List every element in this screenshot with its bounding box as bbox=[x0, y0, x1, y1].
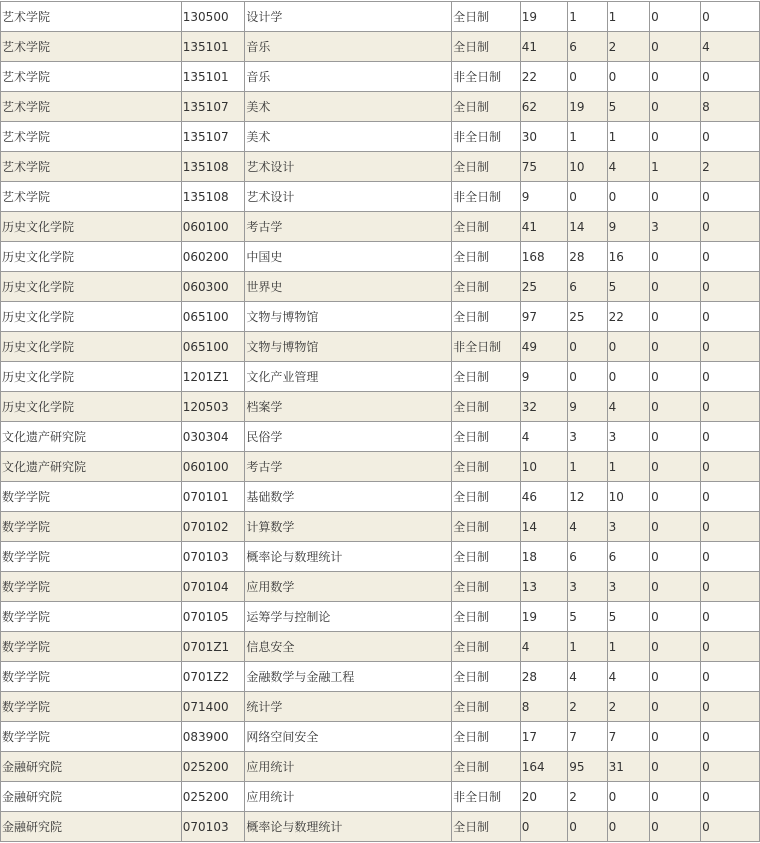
count-3-cell: 22 bbox=[607, 302, 649, 332]
table-row bbox=[1, 572, 760, 602]
count-4-cell: 0 bbox=[650, 542, 701, 572]
count-4-cell: 0 bbox=[650, 422, 701, 452]
count-2-cell: 0 bbox=[568, 62, 607, 92]
count-2-cell: 6 bbox=[568, 272, 607, 302]
major-name-cell: 网络空间安全 bbox=[245, 722, 452, 752]
study-mode-cell: 全日制 bbox=[452, 692, 521, 722]
table-row bbox=[1, 512, 760, 542]
count-2-cell: 12 bbox=[568, 482, 607, 512]
count-5-cell: 0 bbox=[701, 482, 760, 512]
count-3-cell: 1 bbox=[607, 452, 649, 482]
major-name-cell: 计算数学 bbox=[245, 512, 452, 542]
major-name-cell: 概率论与数理统计 bbox=[245, 812, 452, 842]
count-5-cell: 0 bbox=[701, 542, 760, 572]
major-code-cell: 1201Z1 bbox=[181, 362, 245, 392]
count-5-cell: 0 bbox=[701, 512, 760, 542]
college-cell: 数学学院 bbox=[1, 482, 182, 512]
count-2-cell: 25 bbox=[568, 302, 607, 332]
count-2-cell: 0 bbox=[568, 182, 607, 212]
count-1-cell: 14 bbox=[520, 512, 567, 542]
study-mode-cell: 全日制 bbox=[452, 212, 521, 242]
count-5-cell: 0 bbox=[701, 392, 760, 422]
count-1-cell: 164 bbox=[520, 752, 567, 782]
major-code-cell: 070103 bbox=[181, 542, 245, 572]
table-row bbox=[1, 602, 760, 632]
major-code-cell: 060300 bbox=[181, 272, 245, 302]
major-code-cell: 0701Z2 bbox=[181, 662, 245, 692]
table-row bbox=[1, 2, 760, 32]
study-mode-cell: 全日制 bbox=[452, 272, 521, 302]
count-2-cell: 1 bbox=[568, 122, 607, 152]
count-2-cell: 0 bbox=[568, 362, 607, 392]
count-2-cell: 3 bbox=[568, 422, 607, 452]
count-2-cell: 6 bbox=[568, 542, 607, 572]
count-3-cell: 16 bbox=[607, 242, 649, 272]
count-3-cell: 7 bbox=[607, 722, 649, 752]
count-5-cell: 0 bbox=[701, 722, 760, 752]
table-row bbox=[1, 752, 760, 782]
major-code-cell: 130500 bbox=[181, 2, 245, 32]
major-code-cell: 065100 bbox=[181, 332, 245, 362]
study-mode-cell: 全日制 bbox=[452, 362, 521, 392]
count-5-cell: 0 bbox=[701, 362, 760, 392]
count-3-cell: 9 bbox=[607, 212, 649, 242]
major-code-cell: 060100 bbox=[181, 212, 245, 242]
count-1-cell: 13 bbox=[520, 572, 567, 602]
count-3-cell: 0 bbox=[607, 332, 649, 362]
major-name-cell: 金融数学与金融工程 bbox=[245, 662, 452, 692]
college-cell: 艺术学院 bbox=[1, 32, 182, 62]
major-name-cell: 信息安全 bbox=[245, 632, 452, 662]
study-mode-cell: 全日制 bbox=[452, 392, 521, 422]
college-cell: 金融研究院 bbox=[1, 752, 182, 782]
count-4-cell: 0 bbox=[650, 272, 701, 302]
table-row bbox=[1, 362, 760, 392]
count-4-cell: 0 bbox=[650, 62, 701, 92]
major-code-cell: 135108 bbox=[181, 152, 245, 182]
count-5-cell: 8 bbox=[701, 92, 760, 122]
count-1-cell: 22 bbox=[520, 62, 567, 92]
count-3-cell: 2 bbox=[607, 32, 649, 62]
count-4-cell: 0 bbox=[650, 722, 701, 752]
count-4-cell: 0 bbox=[650, 302, 701, 332]
major-code-cell: 025200 bbox=[181, 752, 245, 782]
count-4-cell: 0 bbox=[650, 602, 701, 632]
count-5-cell: 0 bbox=[701, 692, 760, 722]
major-name-cell: 概率论与数理统计 bbox=[245, 542, 452, 572]
count-4-cell: 0 bbox=[650, 512, 701, 542]
count-4-cell: 0 bbox=[650, 572, 701, 602]
count-3-cell: 5 bbox=[607, 272, 649, 302]
college-cell: 历史文化学院 bbox=[1, 302, 182, 332]
college-cell: 金融研究院 bbox=[1, 812, 182, 842]
count-5-cell: 0 bbox=[701, 632, 760, 662]
count-2-cell: 7 bbox=[568, 722, 607, 752]
count-1-cell: 10 bbox=[520, 452, 567, 482]
count-5-cell: 0 bbox=[701, 752, 760, 782]
table-row bbox=[1, 452, 760, 482]
count-4-cell: 0 bbox=[650, 32, 701, 62]
study-mode-cell: 全日制 bbox=[452, 242, 521, 272]
count-2-cell: 95 bbox=[568, 752, 607, 782]
count-3-cell: 31 bbox=[607, 752, 649, 782]
table-row bbox=[1, 812, 760, 842]
college-cell: 文化遗产研究院 bbox=[1, 452, 182, 482]
table-row bbox=[1, 182, 760, 212]
college-cell: 金融研究院 bbox=[1, 782, 182, 812]
major-name-cell: 美术 bbox=[245, 92, 452, 122]
major-code-cell: 070104 bbox=[181, 572, 245, 602]
count-3-cell: 1 bbox=[607, 2, 649, 32]
count-5-cell: 0 bbox=[701, 182, 760, 212]
count-3-cell: 1 bbox=[607, 632, 649, 662]
study-mode-cell: 全日制 bbox=[452, 812, 521, 842]
count-3-cell: 3 bbox=[607, 422, 649, 452]
count-3-cell: 0 bbox=[607, 182, 649, 212]
college-cell: 艺术学院 bbox=[1, 182, 182, 212]
count-2-cell: 1 bbox=[568, 632, 607, 662]
study-mode-cell: 非全日制 bbox=[452, 332, 521, 362]
count-3-cell: 5 bbox=[607, 92, 649, 122]
study-mode-cell: 全日制 bbox=[452, 92, 521, 122]
major-code-cell: 083900 bbox=[181, 722, 245, 752]
table-row bbox=[1, 392, 760, 422]
table-row bbox=[1, 62, 760, 92]
count-3-cell: 10 bbox=[607, 482, 649, 512]
count-2-cell: 9 bbox=[568, 392, 607, 422]
study-mode-cell: 全日制 bbox=[452, 2, 521, 32]
major-name-cell: 美术 bbox=[245, 122, 452, 152]
college-cell: 历史文化学院 bbox=[1, 242, 182, 272]
table-row bbox=[1, 722, 760, 752]
count-3-cell: 5 bbox=[607, 602, 649, 632]
college-cell: 艺术学院 bbox=[1, 62, 182, 92]
count-1-cell: 41 bbox=[520, 32, 567, 62]
study-mode-cell: 全日制 bbox=[452, 302, 521, 332]
college-cell: 数学学院 bbox=[1, 722, 182, 752]
college-cell: 历史文化学院 bbox=[1, 212, 182, 242]
major-name-cell: 中国史 bbox=[245, 242, 452, 272]
count-5-cell: 0 bbox=[701, 62, 760, 92]
count-5-cell: 0 bbox=[701, 272, 760, 302]
count-1-cell: 9 bbox=[520, 362, 567, 392]
study-mode-cell: 全日制 bbox=[452, 602, 521, 632]
major-code-cell: 135108 bbox=[181, 182, 245, 212]
study-mode-cell: 非全日制 bbox=[452, 782, 521, 812]
major-name-cell: 艺术设计 bbox=[245, 182, 452, 212]
college-cell: 数学学院 bbox=[1, 512, 182, 542]
college-cell: 数学学院 bbox=[1, 572, 182, 602]
major-name-cell: 档案学 bbox=[245, 392, 452, 422]
study-mode-cell: 非全日制 bbox=[452, 182, 521, 212]
major-code-cell: 060100 bbox=[181, 452, 245, 482]
count-4-cell: 0 bbox=[650, 692, 701, 722]
count-5-cell: 0 bbox=[701, 602, 760, 632]
major-code-cell: 070103 bbox=[181, 812, 245, 842]
count-5-cell: 0 bbox=[701, 662, 760, 692]
college-cell: 艺术学院 bbox=[1, 2, 182, 32]
college-cell: 数学学院 bbox=[1, 632, 182, 662]
study-mode-cell: 非全日制 bbox=[452, 62, 521, 92]
college-cell: 文化遗产研究院 bbox=[1, 422, 182, 452]
major-code-cell: 071400 bbox=[181, 692, 245, 722]
study-mode-cell: 全日制 bbox=[452, 32, 521, 62]
count-5-cell: 0 bbox=[701, 572, 760, 602]
study-mode-cell: 非全日制 bbox=[452, 122, 521, 152]
college-cell: 艺术学院 bbox=[1, 122, 182, 152]
major-name-cell: 音乐 bbox=[245, 32, 452, 62]
count-3-cell: 3 bbox=[607, 572, 649, 602]
count-4-cell: 0 bbox=[650, 362, 701, 392]
count-4-cell: 0 bbox=[650, 332, 701, 362]
count-5-cell: 0 bbox=[701, 302, 760, 332]
count-1-cell: 30 bbox=[520, 122, 567, 152]
count-5-cell: 2 bbox=[701, 152, 760, 182]
count-1-cell: 20 bbox=[520, 782, 567, 812]
college-cell: 数学学院 bbox=[1, 662, 182, 692]
count-1-cell: 41 bbox=[520, 212, 567, 242]
table-row bbox=[1, 422, 760, 452]
count-2-cell: 2 bbox=[568, 782, 607, 812]
major-code-cell: 025200 bbox=[181, 782, 245, 812]
count-1-cell: 4 bbox=[520, 632, 567, 662]
count-2-cell: 0 bbox=[568, 812, 607, 842]
count-2-cell: 3 bbox=[568, 572, 607, 602]
count-2-cell: 0 bbox=[568, 332, 607, 362]
count-4-cell: 0 bbox=[650, 752, 701, 782]
study-mode-cell: 全日制 bbox=[452, 422, 521, 452]
table-row bbox=[1, 32, 760, 62]
table-row bbox=[1, 662, 760, 692]
major-name-cell: 设计学 bbox=[245, 2, 452, 32]
count-2-cell: 1 bbox=[568, 2, 607, 32]
count-3-cell: 6 bbox=[607, 542, 649, 572]
major-code-cell: 065100 bbox=[181, 302, 245, 332]
count-4-cell: 0 bbox=[650, 122, 701, 152]
count-4-cell: 0 bbox=[650, 812, 701, 842]
college-cell: 数学学院 bbox=[1, 542, 182, 572]
count-2-cell: 2 bbox=[568, 692, 607, 722]
count-3-cell: 3 bbox=[607, 512, 649, 542]
count-4-cell: 0 bbox=[650, 452, 701, 482]
major-name-cell: 音乐 bbox=[245, 62, 452, 92]
count-1-cell: 19 bbox=[520, 2, 567, 32]
count-2-cell: 19 bbox=[568, 92, 607, 122]
major-name-cell: 文物与博物馆 bbox=[245, 302, 452, 332]
major-name-cell: 统计学 bbox=[245, 692, 452, 722]
major-name-cell: 应用数学 bbox=[245, 572, 452, 602]
count-1-cell: 4 bbox=[520, 422, 567, 452]
count-4-cell: 0 bbox=[650, 92, 701, 122]
table-row bbox=[1, 242, 760, 272]
count-2-cell: 28 bbox=[568, 242, 607, 272]
college-cell: 历史文化学院 bbox=[1, 392, 182, 422]
study-mode-cell: 全日制 bbox=[452, 662, 521, 692]
count-4-cell: 0 bbox=[650, 632, 701, 662]
major-name-cell: 考古学 bbox=[245, 452, 452, 482]
count-3-cell: 4 bbox=[607, 392, 649, 422]
major-name-cell: 文物与博物馆 bbox=[245, 332, 452, 362]
count-1-cell: 25 bbox=[520, 272, 567, 302]
table-row bbox=[1, 212, 760, 242]
major-code-cell: 070101 bbox=[181, 482, 245, 512]
major-code-cell: 135107 bbox=[181, 122, 245, 152]
major-name-cell: 文化产业管理 bbox=[245, 362, 452, 392]
count-4-cell: 0 bbox=[650, 662, 701, 692]
count-4-cell: 0 bbox=[650, 182, 701, 212]
count-3-cell: 4 bbox=[607, 662, 649, 692]
table-row bbox=[1, 302, 760, 332]
count-1-cell: 46 bbox=[520, 482, 567, 512]
count-1-cell: 49 bbox=[520, 332, 567, 362]
college-cell: 艺术学院 bbox=[1, 152, 182, 182]
count-5-cell: 0 bbox=[701, 782, 760, 812]
count-1-cell: 32 bbox=[520, 392, 567, 422]
college-cell: 历史文化学院 bbox=[1, 272, 182, 302]
count-5-cell: 0 bbox=[701, 332, 760, 362]
count-1-cell: 8 bbox=[520, 692, 567, 722]
count-4-cell: 0 bbox=[650, 482, 701, 512]
count-2-cell: 4 bbox=[568, 512, 607, 542]
count-5-cell: 0 bbox=[701, 812, 760, 842]
study-mode-cell: 全日制 bbox=[452, 632, 521, 662]
count-2-cell: 4 bbox=[568, 662, 607, 692]
major-code-cell: 135101 bbox=[181, 32, 245, 62]
study-mode-cell: 全日制 bbox=[452, 152, 521, 182]
study-mode-cell: 全日制 bbox=[452, 512, 521, 542]
count-3-cell: 0 bbox=[607, 62, 649, 92]
major-name-cell: 应用统计 bbox=[245, 752, 452, 782]
major-name-cell: 民俗学 bbox=[245, 422, 452, 452]
study-mode-cell: 全日制 bbox=[452, 722, 521, 752]
study-mode-cell: 全日制 bbox=[452, 452, 521, 482]
college-cell: 历史文化学院 bbox=[1, 332, 182, 362]
count-1-cell: 168 bbox=[520, 242, 567, 272]
count-5-cell: 4 bbox=[701, 32, 760, 62]
table-row bbox=[1, 152, 760, 182]
table-row bbox=[1, 92, 760, 122]
study-mode-cell: 全日制 bbox=[452, 572, 521, 602]
count-4-cell: 1 bbox=[650, 152, 701, 182]
count-5-cell: 0 bbox=[701, 2, 760, 32]
count-2-cell: 5 bbox=[568, 602, 607, 632]
count-5-cell: 0 bbox=[701, 122, 760, 152]
count-1-cell: 75 bbox=[520, 152, 567, 182]
table-row bbox=[1, 482, 760, 512]
table-row bbox=[1, 122, 760, 152]
count-2-cell: 6 bbox=[568, 32, 607, 62]
major-code-cell: 135101 bbox=[181, 62, 245, 92]
count-4-cell: 3 bbox=[650, 212, 701, 242]
study-mode-cell: 全日制 bbox=[452, 542, 521, 572]
study-mode-cell: 全日制 bbox=[452, 482, 521, 512]
table-row bbox=[1, 692, 760, 722]
college-cell: 艺术学院 bbox=[1, 92, 182, 122]
table-body bbox=[1, 2, 760, 842]
count-1-cell: 97 bbox=[520, 302, 567, 332]
count-3-cell: 4 bbox=[607, 152, 649, 182]
major-name-cell: 基础数学 bbox=[245, 482, 452, 512]
major-code-cell: 030304 bbox=[181, 422, 245, 452]
count-1-cell: 18 bbox=[520, 542, 567, 572]
study-mode-cell: 全日制 bbox=[452, 752, 521, 782]
count-2-cell: 14 bbox=[568, 212, 607, 242]
count-1-cell: 0 bbox=[520, 812, 567, 842]
major-code-cell: 060200 bbox=[181, 242, 245, 272]
count-2-cell: 10 bbox=[568, 152, 607, 182]
college-cell: 历史文化学院 bbox=[1, 362, 182, 392]
count-1-cell: 9 bbox=[520, 182, 567, 212]
count-1-cell: 28 bbox=[520, 662, 567, 692]
count-3-cell: 0 bbox=[607, 362, 649, 392]
count-3-cell: 2 bbox=[607, 692, 649, 722]
major-code-cell: 0701Z1 bbox=[181, 632, 245, 662]
major-code-cell: 070102 bbox=[181, 512, 245, 542]
major-name-cell: 艺术设计 bbox=[245, 152, 452, 182]
table-row bbox=[1, 332, 760, 362]
count-3-cell: 0 bbox=[607, 782, 649, 812]
major-code-cell: 135107 bbox=[181, 92, 245, 122]
count-3-cell: 0 bbox=[607, 812, 649, 842]
count-4-cell: 0 bbox=[650, 2, 701, 32]
count-5-cell: 0 bbox=[701, 212, 760, 242]
count-3-cell: 1 bbox=[607, 122, 649, 152]
enrollment-table bbox=[0, 1, 760, 842]
count-5-cell: 0 bbox=[701, 242, 760, 272]
major-name-cell: 考古学 bbox=[245, 212, 452, 242]
college-cell: 数学学院 bbox=[1, 602, 182, 632]
count-2-cell: 1 bbox=[568, 452, 607, 482]
count-1-cell: 19 bbox=[520, 602, 567, 632]
major-name-cell: 世界史 bbox=[245, 272, 452, 302]
count-4-cell: 0 bbox=[650, 782, 701, 812]
count-5-cell: 0 bbox=[701, 422, 760, 452]
count-1-cell: 17 bbox=[520, 722, 567, 752]
count-4-cell: 0 bbox=[650, 392, 701, 422]
college-cell: 数学学院 bbox=[1, 692, 182, 722]
major-code-cell: 120503 bbox=[181, 392, 245, 422]
major-name-cell: 应用统计 bbox=[245, 782, 452, 812]
table-row bbox=[1, 632, 760, 662]
table-row bbox=[1, 782, 760, 812]
major-name-cell: 运筹学与控制论 bbox=[245, 602, 452, 632]
count-1-cell: 62 bbox=[520, 92, 567, 122]
count-5-cell: 0 bbox=[701, 452, 760, 482]
table-row bbox=[1, 542, 760, 572]
major-code-cell: 070105 bbox=[181, 602, 245, 632]
count-4-cell: 0 bbox=[650, 242, 701, 272]
table-row bbox=[1, 272, 760, 302]
